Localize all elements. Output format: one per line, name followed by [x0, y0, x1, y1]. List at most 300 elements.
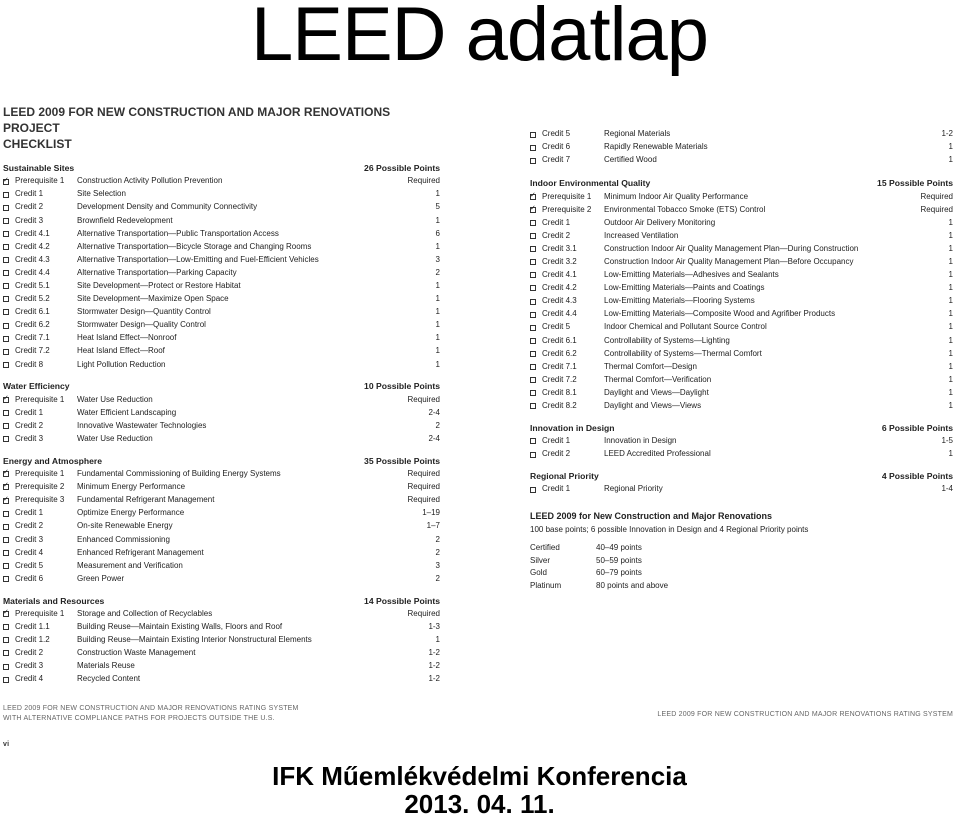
- checkbox-icon: [530, 145, 536, 151]
- checklist-row: [3, 188, 440, 201]
- checkbox-icon: [3, 677, 9, 683]
- item-code: Prerequisite 2: [15, 482, 65, 492]
- checkbox-icon: [3, 349, 9, 355]
- item-points: 1: [435, 307, 440, 317]
- checklist-row: [530, 282, 953, 295]
- item-points: 1-5: [941, 436, 953, 446]
- item-name: Building Reuse—Maintain Existing Interior Nonstructural Elements: [77, 635, 312, 645]
- item-code: Credit 1: [15, 508, 44, 518]
- item-points: 1: [435, 189, 440, 199]
- checkbox-icon: [3, 664, 9, 670]
- item-points: 1: [948, 155, 953, 165]
- item-code: Credit 1: [15, 189, 44, 199]
- checkbox-icon: [530, 132, 536, 138]
- checklist-row: [530, 321, 953, 334]
- item-code: Credit 6.1: [15, 307, 50, 317]
- item-points: Required: [407, 394, 440, 404]
- rating-summary: [530, 510, 953, 592]
- checklist-row: [3, 546, 440, 559]
- checkbox-icon: [3, 637, 9, 643]
- item-code: Prerequisite 3: [15, 495, 65, 505]
- item-code: Prerequisite 1: [15, 469, 65, 479]
- checklist-row: [3, 240, 440, 253]
- item-name: Water Use Reduction: [77, 433, 153, 443]
- checkbox-icon: [530, 220, 536, 226]
- checklist-row: [530, 154, 953, 167]
- checkbox-icon: [3, 624, 9, 630]
- item-points: 2-4: [428, 433, 440, 443]
- checkbox-icon: [530, 299, 536, 305]
- item-points: 1: [948, 270, 953, 280]
- checkbox-icon: [3, 537, 9, 543]
- item-points: Required: [920, 191, 953, 201]
- item-points: 1: [948, 361, 953, 371]
- item-points: 2: [435, 267, 440, 277]
- item-points: 3: [435, 560, 440, 570]
- item-code: Credit 1.2: [15, 635, 50, 645]
- checkbox-icon: [3, 218, 9, 224]
- item-points: 1: [435, 635, 440, 645]
- item-code: Credit 5.1: [15, 281, 50, 290]
- item-code: Credit 6: [15, 573, 44, 583]
- section-title: Indoor Environmental Quality: [530, 178, 651, 189]
- item-points: 1: [948, 449, 953, 459]
- item-name: Heat Island Effect—Nonroof: [77, 333, 177, 343]
- item-points: 1-2: [428, 661, 440, 671]
- item-code: Credit 4.3: [15, 254, 50, 264]
- checkbox-icon: [3, 257, 9, 263]
- item-points: 1: [948, 230, 953, 240]
- section-title: Regional Priority: [530, 471, 599, 482]
- item-points: 2: [435, 573, 440, 583]
- item-code: Credit 1: [542, 217, 571, 227]
- item-name: Construction Waste Management: [77, 648, 196, 658]
- item-name: Daylight and Views—Daylight: [604, 387, 709, 397]
- checklist-row: [3, 267, 440, 280]
- item-points: 1: [948, 142, 953, 152]
- certification-level: [530, 542, 953, 555]
- checklist-row: [530, 295, 953, 308]
- checklist-row: [530, 448, 953, 461]
- level-range: 40–49 points: [596, 543, 642, 553]
- item-code: Credit 2: [542, 449, 571, 459]
- item-name: Minimum Energy Performance: [77, 482, 186, 492]
- item-code: Credit 5.2: [15, 294, 50, 304]
- checkbox-icon: [3, 270, 9, 276]
- item-name: Stormwater Design—Quantity Control: [77, 307, 211, 317]
- item-code: Credit 5: [542, 129, 571, 139]
- checkbox-icon: [3, 650, 9, 656]
- item-points: 2: [435, 420, 440, 430]
- checkbox-icon: [530, 364, 536, 370]
- level-range: 80 points and above: [596, 580, 669, 590]
- checklist-row: [3, 280, 440, 293]
- item-code: Credit 2: [15, 521, 44, 531]
- checked-checkbox-icon: [3, 611, 9, 617]
- footer-left: LEED 2009 FOR NEW CONSTRUCTION AND MAJOR RENOVATIONS RATING SYSTEM WITH ALTERNATIVE COMPLIANCE PATHS FOR PROJECTS OUTSIDE THE U.S.: [3, 705, 299, 722]
- item-code: Credit 5: [542, 322, 571, 332]
- checklist-row: [3, 673, 440, 686]
- checkbox-icon: [530, 390, 536, 396]
- checklist-row: [530, 361, 953, 374]
- checklist-row: [3, 621, 440, 634]
- item-points: 2: [435, 534, 440, 544]
- checklist-row: [530, 435, 953, 448]
- item-name: Enhanced Refrigerant Management: [77, 547, 204, 557]
- checkbox-icon: [3, 192, 9, 198]
- item-points: 1–7: [426, 521, 440, 531]
- item-name: Low-Emitting Materials—Paints and Coatings: [604, 283, 765, 293]
- checkbox-icon: [3, 410, 9, 416]
- checklist-row: [3, 481, 440, 494]
- item-name: Stormwater Design—Quality Control: [77, 320, 206, 330]
- item-code: Credit 4.3: [542, 296, 577, 306]
- item-points: 1: [948, 401, 953, 411]
- item-name: Rapidly Renewable Materials: [604, 142, 708, 152]
- item-name: Heat Island Effect—Roof: [77, 346, 165, 356]
- item-name: Thermal Comfort—Design: [604, 361, 697, 371]
- item-code: Credit 1.1: [15, 621, 50, 631]
- conference-subtitle: IFK Műemlékvédelmi Konferencia 2013. 04. 11.: [272, 761, 687, 819]
- checklist-row: [3, 175, 440, 188]
- section-header: [530, 470, 953, 483]
- checked-checkbox-icon: [530, 207, 536, 213]
- checkbox-icon: [530, 351, 536, 357]
- item-name: Outdoor Air Delivery Monitoring: [604, 217, 716, 227]
- item-code: Credit 7.2: [15, 346, 50, 356]
- item-code: Credit 8.2: [542, 401, 577, 411]
- item-name: Alternative Transportation—Low-Emitting and Fuel-Efficient Vehicles: [77, 254, 319, 264]
- item-points: 1: [435, 320, 440, 330]
- item-points: 1-2: [428, 674, 440, 684]
- checklist-row: [530, 203, 953, 216]
- checklist-row: [530, 347, 953, 360]
- checked-checkbox-icon: [3, 484, 9, 490]
- checkbox-icon: [3, 550, 9, 556]
- checklist-row: [3, 214, 440, 227]
- item-code: Credit 4.2: [15, 241, 50, 251]
- item-name: Alternative Transportation—Public Transportation Access: [77, 228, 279, 238]
- item-name: Enhanced Commissioning: [77, 534, 170, 544]
- item-name: Regional Materials: [604, 129, 671, 139]
- item-name: Recycled Content: [77, 674, 141, 684]
- item-name: Fundamental Commissioning of Building Energy Systems: [77, 469, 281, 479]
- checklist-row: [530, 308, 953, 321]
- item-name: Indoor Chemical and Pollutant Source Control: [604, 322, 767, 332]
- checklist-row: [530, 141, 953, 154]
- item-code: Credit 2: [542, 230, 571, 240]
- item-points: Required: [407, 495, 440, 505]
- checkbox-icon: [3, 576, 9, 582]
- checkbox-icon: [3, 423, 9, 429]
- checked-checkbox-icon: [3, 179, 9, 185]
- item-name: Alternative Transportation—Bicycle Storage and Changing Rooms: [77, 241, 312, 251]
- checklist-row: [530, 483, 953, 496]
- item-points: 1-3: [428, 621, 440, 631]
- checkbox-icon: [530, 377, 536, 383]
- item-name: Materials Reuse: [77, 661, 135, 671]
- checklist-row: [3, 494, 440, 507]
- certification-level: [530, 567, 953, 580]
- checkbox-icon: [3, 296, 9, 302]
- item-points: 1: [948, 387, 953, 397]
- section-points: 35 Possible Points: [364, 455, 440, 466]
- checklist-row: [3, 433, 440, 446]
- checklist-row: [3, 393, 440, 406]
- item-name: Light Pollution Reduction: [77, 359, 166, 369]
- item-name: Fundamental Refrigerant Management: [77, 495, 215, 505]
- summary-text: 100 base points; 6 possible Innovation in Design and 4 Regional Priority points: [530, 525, 809, 535]
- slide-title: LEED adatlap: [251, 0, 708, 77]
- item-points: 1-2: [428, 648, 440, 658]
- item-points: 1–19: [422, 508, 440, 518]
- item-name: Water Use Reduction: [77, 394, 153, 404]
- item-name: Construction Indoor Air Quality Management Plan—Before Occupancy: [604, 257, 854, 266]
- checklist-right-column: [530, 128, 953, 593]
- checklist-row: [3, 533, 440, 546]
- item-points: Required: [407, 608, 440, 618]
- item-code: Credit 4: [15, 547, 44, 557]
- item-points: 1: [948, 348, 953, 358]
- item-code: Credit 4.1: [542, 270, 577, 280]
- section-title: Sustainable Sites: [3, 163, 75, 173]
- item-points: 1: [435, 333, 440, 343]
- item-name: Daylight and Views—Views: [604, 401, 702, 411]
- checklist-row: [3, 227, 440, 240]
- item-name: Innovative Wastewater Technologies: [77, 420, 207, 430]
- item-points: 1: [948, 374, 953, 384]
- checked-checkbox-icon: [3, 471, 9, 477]
- item-code: Prerequisite 1: [15, 176, 65, 186]
- item-code: Credit 2: [15, 202, 44, 212]
- checkbox-icon: [530, 403, 536, 409]
- checkbox-icon: [530, 233, 536, 239]
- item-code: Credit 3: [15, 534, 44, 544]
- checklist-row: [530, 230, 953, 243]
- checklist-row: [3, 420, 440, 433]
- checkbox-icon: [3, 231, 9, 237]
- item-name: Site Development—Protect or Restore Habitat: [77, 281, 241, 290]
- item-code: Credit 8: [15, 359, 44, 369]
- checked-checkbox-icon: [3, 397, 9, 403]
- checklist-row: [3, 573, 440, 586]
- item-points: 5: [435, 202, 440, 212]
- item-points: 1: [948, 296, 953, 306]
- checklist-row: [530, 374, 953, 387]
- section-header: [3, 380, 440, 393]
- checklist-row: [3, 201, 440, 214]
- checkbox-icon: [530, 487, 536, 493]
- level-name: Gold: [530, 568, 547, 578]
- checkbox-icon: [3, 244, 9, 250]
- checklist-row: [3, 660, 440, 673]
- item-code: Credit 3.2: [542, 257, 577, 266]
- level-name: Silver: [530, 555, 551, 565]
- item-code: Credit 7.1: [15, 333, 50, 343]
- section-title: Water Efficiency: [3, 381, 70, 392]
- item-code: Credit 6.2: [542, 348, 577, 358]
- item-points: Required: [920, 204, 953, 214]
- section-title: Energy and Atmosphere: [3, 455, 103, 466]
- checklist-row: [530, 400, 953, 413]
- item-code: Credit 1: [542, 436, 571, 446]
- item-name: Controllability of Systems—Thermal Comfort: [604, 348, 762, 358]
- item-name: Regional Priority: [604, 484, 663, 494]
- item-code: Credit 3: [15, 215, 44, 225]
- checklist-row: [3, 345, 440, 358]
- checklist-row: [3, 332, 440, 345]
- item-name: Low-Emitting Materials—Composite Wood and Agrifiber Products: [604, 309, 836, 319]
- item-points: 1: [948, 217, 953, 227]
- checkbox-icon: [530, 246, 536, 252]
- left-sections: [3, 162, 440, 686]
- item-points: 2: [435, 547, 440, 557]
- checklist-row: [3, 647, 440, 660]
- right-sections: [530, 177, 953, 496]
- section-title: Materials and Resources: [3, 595, 105, 606]
- item-points: 1: [948, 283, 953, 293]
- level-name: Certified: [530, 543, 560, 553]
- item-code: Credit 6.1: [542, 335, 577, 345]
- item-code: Credit 4: [15, 674, 44, 684]
- item-code: Credit 4.1: [15, 228, 50, 238]
- checkbox-icon: [530, 285, 536, 291]
- section-points: 15 Possible Points: [877, 178, 953, 189]
- footer-right: LEED 2009 FOR NEW CONSTRUCTION AND MAJOR RENOVATIONS RATING SYSTEM: [657, 711, 953, 718]
- level-range: 60–79 points: [596, 568, 642, 578]
- checkbox-icon: [3, 309, 9, 315]
- item-code: Credit 1: [15, 407, 44, 417]
- item-points: 1: [948, 243, 953, 253]
- section-header: [530, 422, 953, 435]
- checklist-row: [530, 128, 953, 141]
- item-name: LEED Accredited Professional: [604, 449, 711, 459]
- checklist-row: [530, 216, 953, 229]
- section-header: [530, 177, 953, 190]
- item-points: 1: [435, 346, 440, 356]
- item-name: Certified Wood: [604, 155, 657, 165]
- checklist-row: [3, 608, 440, 621]
- item-code: Prerequisite 1: [15, 608, 65, 618]
- item-points: 1: [435, 281, 440, 290]
- item-code: Credit 2: [15, 648, 44, 658]
- item-code: Credit 7.1: [542, 361, 577, 371]
- checklist-row: [530, 190, 953, 203]
- item-points: 3: [435, 254, 440, 264]
- item-code: Credit 6: [542, 142, 571, 152]
- item-name: Storage and Collection of Recyclables: [77, 608, 213, 618]
- checkbox-icon: [3, 563, 9, 569]
- level-name: Platinum: [530, 580, 562, 590]
- checkbox-icon: [530, 158, 536, 164]
- checkbox-icon: [3, 336, 9, 342]
- item-name: Water Efficient Landscaping: [77, 407, 177, 417]
- item-name: Environmental Tobacco Smoke (ETS) Control: [604, 204, 766, 214]
- checklist-row: [530, 256, 953, 269]
- checkbox-icon: [3, 524, 9, 530]
- item-code: Credit 1: [542, 484, 571, 494]
- checked-checkbox-icon: [530, 194, 536, 200]
- item-code: Credit 7: [542, 155, 571, 165]
- checkbox-icon: [3, 511, 9, 517]
- checkbox-icon: [3, 362, 9, 368]
- item-name: Innovation in Design: [604, 436, 677, 446]
- materials-continued: [530, 128, 953, 167]
- checklist-row: [3, 319, 440, 332]
- section-points: 14 Possible Points: [364, 595, 440, 606]
- item-points: 1: [948, 309, 953, 319]
- section-points: 26 Possible Points: [364, 163, 440, 173]
- item-code: Prerequisite 2: [542, 204, 592, 214]
- item-code: Credit 6.2: [15, 320, 50, 330]
- level-range: 50–59 points: [596, 555, 642, 565]
- checklist-row: [530, 387, 953, 400]
- item-code: Credit 8.1: [542, 387, 577, 397]
- certification-level: [530, 555, 953, 568]
- checkbox-icon: [530, 452, 536, 458]
- section-header: [3, 455, 440, 468]
- item-name: Controllability of Systems—Lighting: [604, 335, 730, 345]
- checkbox-icon: [3, 323, 9, 329]
- item-points: 1: [948, 335, 953, 345]
- section-points: 6 Possible Points: [881, 422, 953, 433]
- item-points: Required: [407, 482, 440, 492]
- checklist-row: [530, 243, 953, 256]
- item-points: 2-4: [428, 407, 440, 417]
- item-points: Required: [407, 176, 440, 186]
- item-name: Construction Activity Pollution Prevention: [77, 176, 223, 186]
- section-title: Innovation in Design: [530, 422, 615, 433]
- item-points: 1: [435, 215, 440, 225]
- checklist-row: [3, 468, 440, 481]
- item-code: Credit 3: [15, 661, 44, 671]
- section-points: 4 Possible Points: [881, 471, 953, 482]
- section-header: [3, 162, 440, 175]
- page-number: vi: [3, 741, 10, 748]
- item-code: Credit 5: [15, 560, 44, 570]
- item-name: Building Reuse—Maintain Existing Walls, Floors and Roof: [77, 621, 283, 631]
- checklist-row: [3, 358, 440, 371]
- item-points: 1: [435, 294, 440, 304]
- item-points: 1: [948, 322, 953, 332]
- item-code: Credit 3: [15, 433, 44, 443]
- item-code: Credit 3.1: [542, 243, 577, 253]
- item-name: Minimum Indoor Air Quality Performance: [604, 191, 749, 201]
- item-points: 1: [435, 359, 440, 369]
- item-code: Prerequisite 1: [15, 394, 65, 404]
- item-code: Credit 2: [15, 420, 44, 430]
- item-points: 1: [435, 241, 440, 251]
- checkbox-icon: [3, 436, 9, 442]
- item-name: Optimize Energy Performance: [77, 508, 185, 518]
- item-name: Site Development—Maximize Open Space: [77, 294, 229, 304]
- item-name: Green Power: [77, 573, 125, 583]
- checklist-row: [3, 507, 440, 520]
- checklist-row: [3, 407, 440, 420]
- item-code: Credit 4.4: [15, 267, 50, 277]
- checkbox-icon: [530, 259, 536, 265]
- checklist-left-column: [3, 104, 440, 686]
- checklist-row: [530, 334, 953, 347]
- checklist-row: [3, 559, 440, 572]
- document-title: LEED 2009 FOR NEW CONSTRUCTION AND MAJOR RENOVATIONS PROJECT CHECKLIST: [3, 105, 391, 151]
- item-name: Construction Indoor Air Quality Management Plan—During Construction: [604, 243, 859, 253]
- section-header: [3, 595, 440, 608]
- checklist-row: [3, 254, 440, 267]
- item-points: 1-2: [941, 129, 953, 139]
- item-name: Increased Ventilation: [604, 230, 679, 240]
- item-code: Credit 4.4: [542, 309, 577, 319]
